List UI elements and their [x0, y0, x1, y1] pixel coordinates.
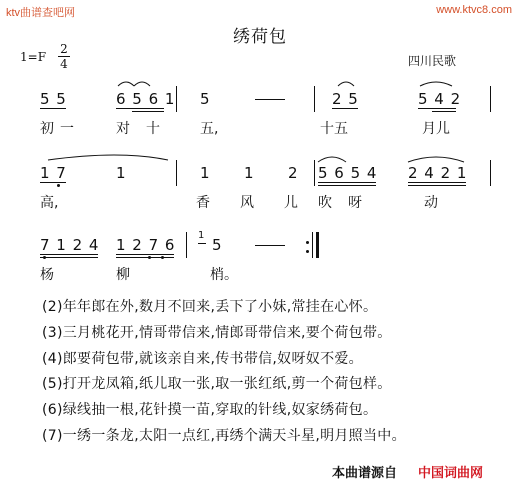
bar-line — [176, 160, 177, 186]
lyric: 柳 — [116, 267, 130, 283]
lyric: 高, — [40, 195, 59, 211]
source-site-left: ktv曲谱查吧网 — [6, 7, 76, 19]
bar-line — [314, 160, 315, 186]
lyric: 十 — [146, 121, 160, 137]
song-origin: 四川民歌 — [408, 54, 457, 68]
lyric: 呀 — [348, 195, 362, 211]
note-group: 1 — [244, 164, 255, 182]
bar-line — [176, 86, 177, 112]
footer-source-label: 本曲谱源自 — [332, 466, 398, 481]
verse: (6)绿线抽一根,花针摸一苗,穿取的针线,奴家绣荷包。 — [42, 402, 378, 418]
bar-line — [312, 232, 313, 258]
slur — [338, 82, 354, 86]
end-repeat-bar — [316, 232, 319, 258]
repeat-dot — [306, 250, 309, 253]
lyric: 儿 — [284, 195, 298, 211]
time-signature-bottom: 4 — [60, 57, 68, 71]
beam-underline — [318, 182, 376, 183]
lyric: 吹 — [318, 195, 332, 211]
footer-source-site[interactable]: 中国词曲网 — [418, 466, 484, 481]
lyric: 风 — [240, 195, 254, 211]
note-group: 1 2 7 6 — [116, 236, 176, 254]
bar-line — [490, 86, 491, 112]
beam-underline — [318, 185, 376, 186]
note-group: 5 5 — [40, 90, 67, 108]
lyric: 动 — [424, 195, 438, 211]
lyric: 五, — [200, 121, 219, 137]
note-group: 7 1 2 4 — [40, 236, 100, 254]
lyric: 香 — [196, 195, 210, 211]
grace-note-beam — [198, 243, 206, 244]
slur — [420, 82, 452, 86]
bar-line — [314, 86, 315, 112]
source-site-right: www.ktvc8.com — [436, 4, 512, 16]
verse: (5)打开龙凤箱,纸儿取一张,取一张红纸,剪一个荷包样。 — [42, 376, 392, 392]
beam-underline — [116, 257, 174, 258]
slur — [134, 82, 150, 86]
key-signature: 1=F — [20, 50, 47, 64]
beam-underline — [116, 108, 164, 109]
note-group: 1 — [116, 164, 127, 182]
slur — [118, 82, 134, 86]
note-group: 5 — [212, 236, 223, 254]
repeat-dot — [306, 241, 309, 244]
note-group: 1 7 — [40, 164, 67, 182]
note-group: 2 4 2 1 — [408, 164, 468, 182]
note-group: 5 6 5 4 — [318, 164, 378, 182]
beam-underline — [332, 108, 358, 109]
verse: (3)三月桃花开,情哥带信来,情郎哥带信来,要个荷包带。 — [42, 325, 392, 341]
note-group: 5 — [200, 90, 211, 108]
beam-underline — [418, 108, 456, 109]
lyric: 杨 — [40, 267, 54, 283]
verse: (4)郎要荷包带,就该亲自来,传书带信,奴呀奴不爱。 — [42, 351, 363, 367]
tie — [48, 155, 168, 160]
hold-dash — [255, 99, 285, 100]
note-group: 5 4 2 — [418, 90, 462, 108]
slur — [408, 157, 464, 162]
grace-note: 1 — [198, 230, 206, 241]
low-octave-dot — [57, 184, 60, 187]
song-title: 绣荷包 — [233, 27, 287, 47]
lyric: 对 — [116, 121, 130, 137]
beam-underline — [40, 108, 66, 109]
beam-underline — [116, 254, 174, 255]
beam-underline — [408, 185, 466, 186]
note-group: 1 — [200, 164, 211, 182]
beam-underline — [408, 182, 466, 183]
beam-underline — [40, 257, 98, 258]
bar-line — [490, 160, 491, 186]
slur — [318, 157, 346, 162]
verse: (2)年年郎在外,数月不回来,丢下了小妹,常挂在心怀。 — [42, 299, 378, 315]
bar-line — [186, 232, 187, 258]
beam-underline — [40, 182, 66, 183]
lyric: 十五 — [320, 121, 348, 137]
beam-underline — [432, 111, 456, 112]
hold-dash — [255, 245, 285, 246]
lyric: 初 — [40, 121, 54, 137]
lyric: 梢。 — [210, 267, 238, 283]
time-signature-top: 2 — [60, 42, 68, 56]
lyric: 一 — [60, 121, 74, 137]
note-group: 6 5 6 1 — [116, 90, 176, 108]
note-group: 2 — [288, 164, 299, 182]
verse: (7)一绣一条龙,太阳一点红,再绣个满天斗星,明月照当中。 — [42, 428, 406, 444]
beam-underline — [40, 254, 98, 255]
note-group: 2 5 — [332, 90, 359, 108]
lyric: 月儿 — [422, 121, 450, 137]
beam-underline — [132, 111, 164, 112]
